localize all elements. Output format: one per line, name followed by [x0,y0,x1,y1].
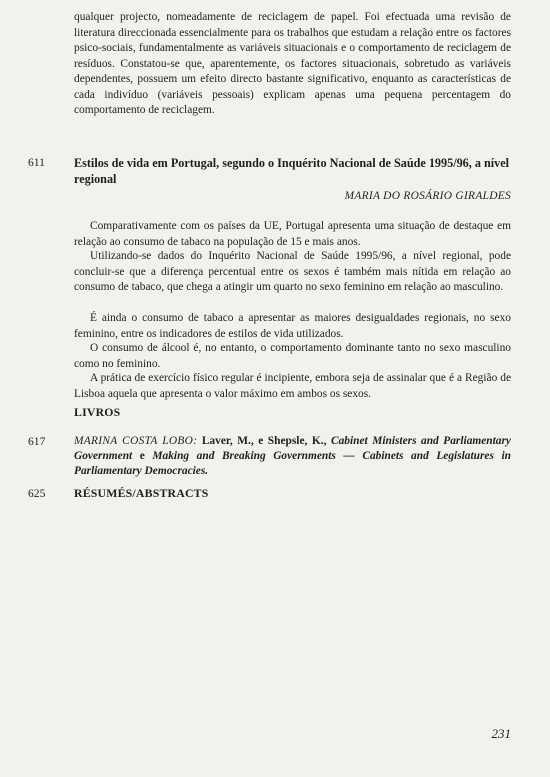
book-joiner: e [139,450,145,462]
page-number-625: 625 [28,487,46,500]
review-author: MARINA COSTA LOBO: [74,435,198,447]
page-number-617: 617 [28,435,46,448]
article-paragraph-1: Comparativamente com os países da UE, Portugal apresenta uma situação de destaque em relação ao consumo de tabaco na população de 15 e mais anos. [74,220,511,248]
article-paragraph-5: A prática de exercício físico regular é incipiente, embora seja de assinalar que é a Região de Lisboa aquela que apresenta o valor máximo em ambos os sexos. [74,372,511,400]
page-number-611: 611 [28,156,45,169]
article-paragraph-4: O consumo de álcool é, no entanto, o comportamento dominante tanto no sexo masculino como no feminino. [74,342,511,370]
book-title-2: Making and Breaking Governments — Cabinets and Legislatures in Parliamentary Democracies. [74,450,511,477]
livros-heading: LIVROS [74,405,121,419]
reviewed-authors: Laver, M., e Shepsle, K., [201,435,327,447]
resumes-heading: RÉSUMÉS/ABSTRACTS [74,486,209,500]
article-paragraph-3: É ainda o consumo de tabaco a apresentar as maiores desigualdades regionais, no sexo feminino, entre os indicadores de estilos de vida utilizados. [74,312,511,340]
article-paragraph-2: Utilizando-se dados do Inquérito Nacional de Saúde 1995/96, a nível regional, pode concluir-se que a diferença percentual entre os sexos é também mais nítida em relação ao consumo de tabaco, que chega a atingir um quarto no sexo feminino em relação ao masculino. [74,250,511,293]
book-title-1: Cabinet Ministers and Parliamentary Government [74,435,511,462]
book-review-entry [74,434,511,479]
intro-paragraph: qualquer projecto, nomeadamente de reciclagem de papel. Foi efectuada uma revisão de literatura direccionada essencialmente para os trabalhos que estudam a relação entre os factores psico-sociais, fundamentalmente as variáveis situacionais e o comportamento de reciclagem de resíduos. Constatou-se que, aparentemente, os factores situacionais, sobretudo as variáveis dependentes, possuem um efeito directo bastante significativo, enquanto as características de cada indivíduo (variáveis pessoais) explicam apenas uma pequena percentagem do comportamento de reciclagem. [74,11,511,116]
article-author: MARIA DO ROSÁRIO GIRALDES [344,190,511,202]
article-title: Estilos de vida em Portugal, segundo o Inquérito Nacional de Saúde 1995/96, a nível regional [74,156,510,186]
folio-page-number: 231 [491,726,511,741]
